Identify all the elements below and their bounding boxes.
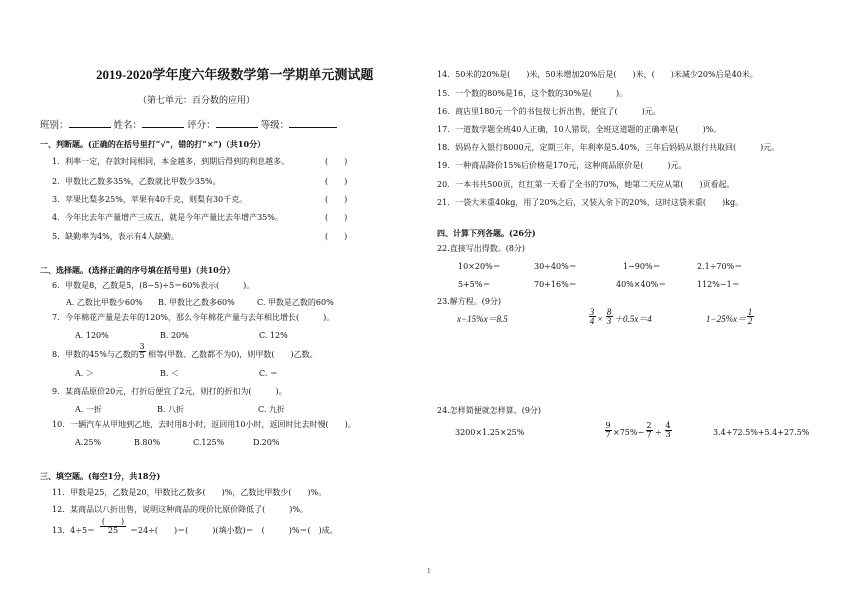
- q23-eq2-frac1: [588, 308, 596, 325]
- grade-field[interactable]: [289, 119, 337, 128]
- class-field[interactable]: [69, 119, 111, 128]
- q10-option-a[interactable]: A.25%: [75, 438, 102, 447]
- calc-q22: 22.直接写出得数。(8分): [437, 244, 526, 253]
- page-number: 1: [427, 568, 431, 575]
- name-field[interactable]: [142, 119, 184, 128]
- q22-item-8: 112%−1＝: [697, 280, 740, 289]
- judge-answer-4[interactable]: ( ): [325, 213, 348, 222]
- q8-fraction-num: 3: [139, 342, 145, 351]
- q22-item-6: 70+16%＝: [534, 280, 577, 289]
- judge-answer-5[interactable]: ( ): [325, 232, 348, 241]
- fill-q16: 16．商店里180元一个的书包按七折出售，便宜了( )元。: [437, 107, 661, 116]
- grade-label: 等级：: [260, 120, 290, 131]
- q24-b-frac2-num: 2: [646, 421, 652, 430]
- q24-b-frac2: [645, 422, 653, 439]
- q8-option-a[interactable]: A. ＞: [75, 369, 94, 378]
- q6-option-a[interactable]: A. 乙数比甲数少60%: [66, 298, 143, 307]
- q8-option-c[interactable]: C. ＝: [259, 369, 278, 378]
- class-label: 班别：: [40, 120, 69, 131]
- fill-q11: 11．甲数是25，乙数是20，甲数比乙数多( )%，乙数比甲数少( )%。: [52, 488, 327, 497]
- q23-equation-1: x−15%x＝8.5: [457, 314, 508, 324]
- fill-q18: 18．妈妈存入银行8000元，定期三年，年利率是5.40%，三年后妈妈从银行共取回( )元。: [437, 143, 780, 152]
- q8-fraction: [138, 343, 146, 360]
- calc-q24: 24.怎样简便就怎样算。(9分): [437, 406, 542, 415]
- fill-q12: 12．某商品以八折出售，说明这种商品的现价比原价降低了( )%。: [52, 505, 309, 514]
- q10-option-c[interactable]: C.125%: [193, 438, 225, 447]
- q10-option-d[interactable]: D.20%: [253, 438, 280, 447]
- fill-q13-post: ＝24÷( )＝( )(填小数)＝ ( )%＝( )成。: [130, 526, 338, 535]
- q13-fraction-den: 25: [107, 526, 119, 535]
- section-3-heading: 三、填空题。(每空1分，共18分): [40, 471, 161, 481]
- judge-answer-1[interactable]: ( ): [325, 157, 348, 166]
- q24-b-frac2-den: 7: [646, 430, 652, 439]
- choice-q6: 6．甲数是8，乙数是5，(8−5)÷5＝60%表示( )。: [52, 281, 255, 290]
- score-label: 评分：: [187, 120, 216, 131]
- q23-eq2-frac1-num: 3: [589, 307, 595, 317]
- fill-q14: 14．50米的20%是( )米，50米增加20%后是( )米，( )米减少20%后是40米。: [437, 70, 758, 79]
- judge-item-1: 1．利率一定，存款时间相同，本金越多，到期后得到的利息越多。: [52, 157, 290, 166]
- fill-q15: 15．一个数的80%是16，这个数的30%是( )。: [437, 89, 628, 98]
- q22-item-1: 10×20%＝: [458, 262, 501, 271]
- q7-option-a[interactable]: A. 120%: [75, 331, 109, 340]
- section-1-heading: 一、判断题。(正确的在括号里打“√”，错的打“×”)（共10分）: [40, 139, 266, 149]
- q24-b-mid2: ÷: [655, 428, 662, 437]
- section-2-heading: 二、选择题。(选择正确的序号填在括号里)（共10分）: [40, 265, 235, 275]
- fill-q21: 21．一袋大米重40kg，用了20%之后，又装入余下的20%，这时这袋米重( )kg。: [437, 198, 744, 207]
- choice-q8-post: 相等(甲数、乙数都不为0)，则甲数( )乙数。: [148, 350, 318, 359]
- q23-eq2-frac2-den: 3: [606, 316, 612, 326]
- q22-item-3: 1−90%＝: [623, 262, 661, 271]
- q23-eq3-frac-den: 2: [747, 316, 753, 326]
- calc-q23: 23.解方程。(9分): [437, 297, 502, 306]
- q24-b-frac3-num: 4: [665, 421, 671, 430]
- q23-eq2-frac2: [605, 308, 613, 325]
- q13-fraction: [100, 518, 126, 535]
- q24-expr-c: 3.4+72.5%+5.4+27.5%: [713, 428, 810, 437]
- student-info: [40, 119, 337, 131]
- q23-eq2-frac2-num: 8: [606, 307, 612, 317]
- q9-option-a[interactable]: A. 一折: [75, 405, 102, 414]
- q23-eq3-pre: 1−25%x＝: [706, 314, 747, 324]
- score-field[interactable]: [216, 119, 258, 128]
- q9-option-b[interactable]: B. 八折: [157, 405, 184, 414]
- page-subtitle: （第七单元：百分数的应用）: [138, 96, 256, 106]
- q22-item-7: 40%×40%＝: [616, 280, 667, 289]
- q23-eq2-frac1-den: 4: [589, 316, 595, 326]
- fill-q17: 17．一道数学题全班40人正确，10人错误，全班这道题的正确率是( )%。: [437, 125, 722, 134]
- q23-eq2-post: ＋0.5x＝4: [614, 314, 652, 324]
- section-4-heading: 四、计算下列各题。(26分): [437, 228, 536, 238]
- q24-b-frac3-den: 3: [665, 430, 671, 439]
- fill-q19: 19．一种商品降价15%后价格是170元，这种商品原价是( )元。: [437, 161, 687, 170]
- q24-b-frac1: [604, 422, 612, 439]
- judge-item-2: 2．甲数比乙数多35%，乙数就比甲数少35%。: [52, 177, 221, 186]
- judge-item-4: 4．今年比去年产量增产三成五，就是今年产量比去年增产35%。: [52, 213, 283, 222]
- q24-b-frac1-num: 9: [605, 421, 611, 430]
- choice-q7: 7．今年棉花产量是去年的120%，那么今年棉花产量与去年相比增长( )。: [52, 313, 335, 322]
- judge-item-3: 3．苹果比梨多25%，苹果有40千克，则梨有30千克。: [52, 195, 248, 204]
- q13-fraction-num[interactable]: ( ): [101, 517, 125, 526]
- page-title: 2019-2020学年度六年级数学第一学期单元测试题: [96, 67, 374, 82]
- q23-eq2-times: ×: [597, 314, 604, 324]
- q7-option-c[interactable]: C. 12%: [259, 331, 288, 340]
- judge-item-5: 5．缺勤率为4%，表示有4人缺勤。: [52, 232, 179, 241]
- q22-item-5: 5+5%＝: [458, 280, 491, 289]
- q23-eq3-frac: [746, 308, 754, 325]
- fill-q13-pre: 13．4÷5＝: [52, 526, 96, 535]
- q7-option-b[interactable]: B. 20%: [160, 331, 189, 340]
- q24-b-mid1: ×75%−: [613, 428, 645, 437]
- q24-b-frac1-den: 7: [605, 430, 611, 439]
- judge-answer-2[interactable]: ( ): [325, 177, 348, 186]
- fill-q20: 20．一本书共500页，红红第一天看了全书的70%，她第二天应从第( )页看起。: [437, 180, 735, 189]
- judge-answer-3[interactable]: ( ): [325, 195, 348, 204]
- q24-b-frac3: [664, 422, 672, 439]
- choice-q9: 9．某商品原价20元，打折后便宜了2元，则打的折扣为( )。: [52, 387, 287, 396]
- q9-option-c[interactable]: C. 九折: [258, 405, 285, 414]
- choice-q8-pre: 8．甲数的45%与乙数的: [52, 350, 139, 359]
- q23-eq3-frac-num: 1: [747, 307, 753, 317]
- q6-option-c[interactable]: C. 甲数是乙数的60%: [257, 298, 334, 307]
- q10-option-b[interactable]: B.80%: [134, 438, 161, 447]
- q8-fraction-den: 5: [139, 351, 145, 360]
- q24-expr-a: 3200×1.25×25%: [455, 428, 525, 437]
- q8-option-b[interactable]: B. ＜: [160, 369, 179, 378]
- q22-item-4: 2.1÷70%＝: [697, 262, 743, 271]
- q22-item-2: 30÷40%＝: [534, 262, 577, 271]
- name-label: 姓名：: [113, 120, 143, 131]
- q6-option-b[interactable]: B. 甲数比乙数多60%: [158, 298, 235, 307]
- choice-q10: 10．一辆汽车从甲地到乙地，去时用8小时，返回用10小时，返回时比去时慢( )。: [52, 420, 356, 429]
